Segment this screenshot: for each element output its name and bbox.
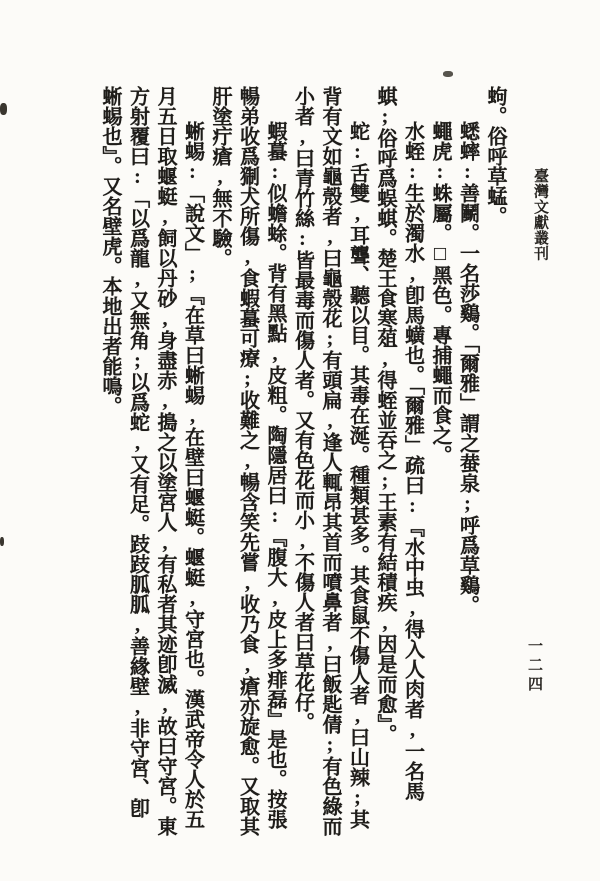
scan-speck	[0, 537, 4, 546]
entry-paragraph-lizard: 蜥蜴:「說文」;『在草曰蜥蜴,在壁曰蝘蜓。蝘蜓,守宮也。漢武帝令人於五月五日取蝘蜓,飼以丹砂,身盡赤,搗之以塗宮人,有私者其迹卽滅,故曰守宮。東方射覆曰:「以爲龍,又無角;以爲蛇,又有足。跂跂胍胍,善緣壁,非守宮、卽蜥蜴也』。又名壁虎。本地出者能鳴。	[99, 86, 204, 836]
page-number: 一二四	[526, 638, 542, 695]
text-block	[90, 86, 508, 836]
entry-paragraph-jumping-spider: 蠅虎:蛛屬。□黑色。專捕蠅而食之。	[429, 121, 451, 465]
entry-paragraph-toad: 蝦蟇:似蟾蜍。背有黑點,皮粗。陶隱居曰:『腹大,皮上多痱磊』是也。按張暢弟收爲猘犬所傷,食蝦蟇可療;收難之,暢含笑先嘗,收乃食,瘡亦旋愈。又取其肝塗疔瘡,無不驗。	[209, 86, 286, 836]
entry-paragraph-leech: 水蛭:生於濁水,卽馬蟥也。「爾雅」疏曰:『水中虫,得入人肉者,一名馬蜞;俗呼爲蜈蜞。楚王食寒葅,得蛭並吞之;王素有結積疾,因是而愈』。	[374, 86, 424, 801]
scan-speck	[443, 71, 453, 77]
entry-paragraph-snake: 蛇:舌雙,耳聾、聽以目。其毒在涎。種類甚多。其食鼠不傷人者,曰山辣;其背有文如龜殼者,曰龜殼花;有頭扁,逢人輒昂其首而噴鼻者,曰飯匙倩;有色綠而小者,曰青竹絲:皆最毒而傷人者。又有色花而小,不傷人者曰草花仔。	[291, 86, 369, 836]
series-title: 臺灣文獻叢刊	[532, 168, 548, 261]
entry-continuation-paragraph: 蚼。俗呼草蜢。	[484, 86, 506, 226]
scan-speck	[0, 103, 7, 115]
entry-paragraph-cricket: 蟋蟀:善鬭。一名莎鷄。「爾雅」謂之蛬泉;呼爲草鷄。	[456, 121, 479, 615]
